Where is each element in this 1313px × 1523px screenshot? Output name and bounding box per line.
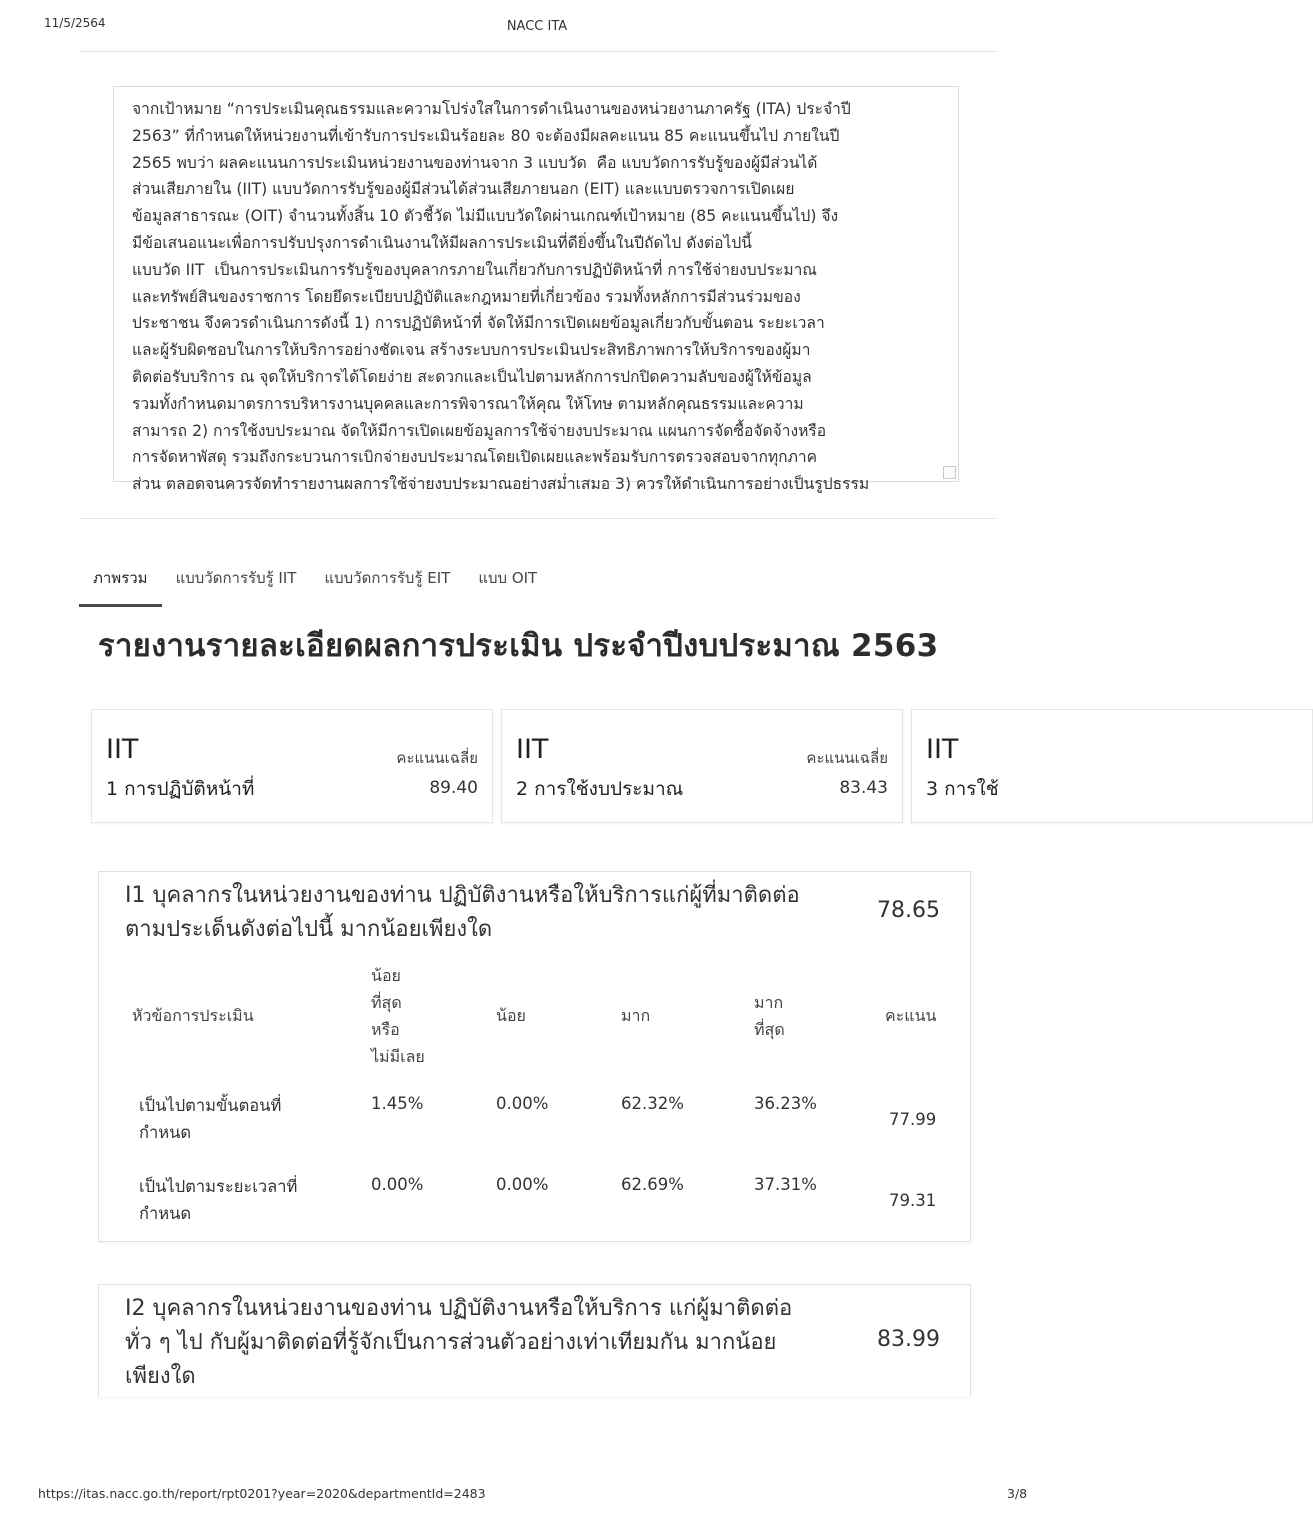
question-card-i2: [98, 1284, 971, 1397]
print-date: 11/5/2564: [44, 16, 106, 30]
question-title: I2 บุคลากรในหน่วยงานของท่าน ปฏิบัติงานหรือให้บริการ แก่ผู้มาติดต่อ ทั่ว ๆ ไป กับผู้มาติดต่อที่รู้จักเป็นการส่วนตัวอย่างเท่าเทียมกัน มากน้อย เพียงใด: [125, 1296, 793, 1389]
cell-least: 1.45%: [371, 1094, 424, 1113]
table-header-few: น้อย: [496, 1006, 526, 1025]
tab-oit[interactable]: แบบ OIT: [478, 569, 538, 587]
question-score: 83.99: [877, 1327, 940, 1352]
cell-most: 36.23%: [754, 1094, 817, 1113]
table-header-topic: หัวข้อการประเมิน: [132, 1006, 254, 1025]
question-card-i1: [98, 871, 971, 1242]
tab-overview[interactable]: ภาพรวม: [79, 562, 162, 607]
print-footer-url: https://itas.nacc.go.th/report/rpt0201?year=2020&departmentId=2483: [38, 1486, 486, 1501]
cell-most: 37.31%: [754, 1175, 817, 1194]
question-title: I1 บุคลากรในหน่วยงานของท่าน ปฏิบัติงานหรือให้บริการแก่ผู้ที่มาติดต่อ ตามประเด็นดังต่อไปนี้ มากน้อยเพียงใด: [125, 883, 800, 942]
print-header-title: NACC ITA: [506, 19, 568, 34]
card-label: 2 การใช้งบประมาณ: [516, 778, 684, 800]
indicator-card[interactable]: [911, 709, 1313, 823]
card-code: IIT: [106, 734, 139, 765]
section-divider: [80, 518, 996, 519]
table-header-most: มาก ที่สุด: [754, 993, 785, 1039]
indicator-card[interactable]: [501, 709, 903, 823]
card-code: IIT: [516, 734, 549, 765]
tab-iit[interactable]: แบบวัดการรับรู้ IIT: [175, 569, 297, 587]
cell-much: 62.69%: [621, 1175, 684, 1194]
card-label: 3 การใช้: [926, 778, 999, 800]
print-page-number: 3/8: [1007, 1486, 1028, 1501]
suggestion-textarea[interactable]: [113, 86, 959, 494]
indicator-cards-carousel: [91, 709, 999, 825]
cell-least: 0.00%: [371, 1175, 424, 1194]
row-label: เป็นไปตามขั้นตอนที่ กำหนด: [139, 1096, 282, 1142]
cell-much: 62.32%: [621, 1094, 684, 1113]
report-tabs: [79, 562, 551, 607]
table-header-much: มาก: [621, 1006, 651, 1025]
card-code: IIT: [926, 734, 959, 765]
row-score: 77.99: [889, 1110, 937, 1129]
question-score: 78.65: [877, 898, 940, 923]
resize-handle-icon[interactable]: [943, 466, 956, 479]
cell-few: 0.00%: [496, 1175, 549, 1194]
table-header-score: คะแนน: [885, 1006, 937, 1025]
table-header-least: น้อย ที่สุด หรือ ไม่มีเลย: [371, 966, 425, 1066]
indicator-card[interactable]: [91, 709, 493, 823]
card-average-value: 83.43: [839, 778, 888, 798]
suggestion-text: จากเป้าหมาย “การประเมินคุณธรรมและความโปร่งใสในการดำเนินงานของหน่วยงานภาครัฐ (ITA) ประจำปี 2563” ที่กำหนดให้หน่วยงานที่เข้ารับการประเมินร้อยละ 80 จะต้องมีผลคะแนน 85 คะแนนขึ้นไป ภายในปี 2565 พบว่า ผลคะแนนการประเมินหน่วยงานของท่านจาก 3 แบบวัด คือ แบบวัดการรับรู้ของผู้มีส่วนได้ ส่วนเสียภายใน (IIT) แบบวัดการรับรู้ของผู้มีส่วนได้ส่วนเสียภายนอก (EIT) และแบบตรวจการเปิดเผย ข้อมูลสาธารณะ (OIT) จำนวนทั้งสิ้น 10 ตัวชี้วัด ไม่มีแบบวัดใดผ่านเกณฑ์เป้าหมาย (85 คะแนนขึ้นไป) จึง มีข้อเสนอแนะเพื่อการปรับปรุงการดำเนินงานให้มีผลการประเมินที่ดียิ่งขึ้นในปีถัดไป ดังต่อไปนี้ แบบวัด IIT เป็นการประเมินการรับรู้ของบุคลากรภายในเกี่ยวกับการปฏิบัติหน้าที่ การใช้จ่ายงบประมาณ และทรัพย์สินของราชการ โดยยึดระเบียบปฏิบัติและกฎหมายที่เกี่ยวข้อง รวมทั้งหลักการมีส่วนร่วมของ ประชาชน จึงควรดำเนินการดังนี้ 1) การปฏิบัติหน้าที่ จัดให้มีการเปิดเผยข้อมูลเกี่ยวกับขั้นตอน ระยะเวลา และผู้รับผิดชอบในการให้บริการอย่างชัดเจน สร้างระบบการประเมินประสิทธิภาพการให้บริการของผู้มา ติดต่อรับบริการ ณ จุดให้บริการได้โดยง่าย สะดวกและเป็นไปตามหลักการปกปิดความลับของผู้ให้ข้อมูล รวมทั้งกำหนดมาตรการบริหารงานบุคคลและการพิจารณาให้คุณ ให้โทษ ตามหลักคุณธรรมและความ สามารถ 2) การใช้งบประมาณ จัดให้มีการเปิดเผยข้อมูลการใช้จ่ายงบประมาณ แผนการจัดซื้อจัดจ้างหรือ การจัดหาพัสดุ รวมถึงกระบวนการเบิกจ่ายงบประมาณโดยเปิดเผยและพร้อมรับการตรวจสอบจากทุกภาค ส่วน ตลอดจนควรจัดทำรายงานผลการใช้จ่ายงบประมาณอย่างสม่ำเสมอ 3) ควรให้ดำเนินการอย่างเป็นรูปธรรม: [132, 100, 870, 494]
row-score: 79.31: [889, 1191, 937, 1210]
card-average-label: คะแนนเฉลี่ย: [396, 749, 478, 767]
card-average-label: คะแนนเฉลี่ย: [806, 749, 888, 767]
row-label: เป็นไปตามระยะเวลาที่ กำหนด: [139, 1177, 298, 1223]
tab-eit[interactable]: แบบวัดการรับรู้ EIT: [324, 569, 451, 587]
header-divider: [80, 51, 996, 52]
card-average-value: 89.40: [429, 778, 478, 798]
card-label: 1 การปฏิบัติหน้าที่: [106, 778, 255, 800]
page-title: รายงานรายละเอียดผลการประเมิน ประจำปีงบประมาณ 2563: [98, 628, 939, 664]
cell-few: 0.00%: [496, 1094, 549, 1113]
